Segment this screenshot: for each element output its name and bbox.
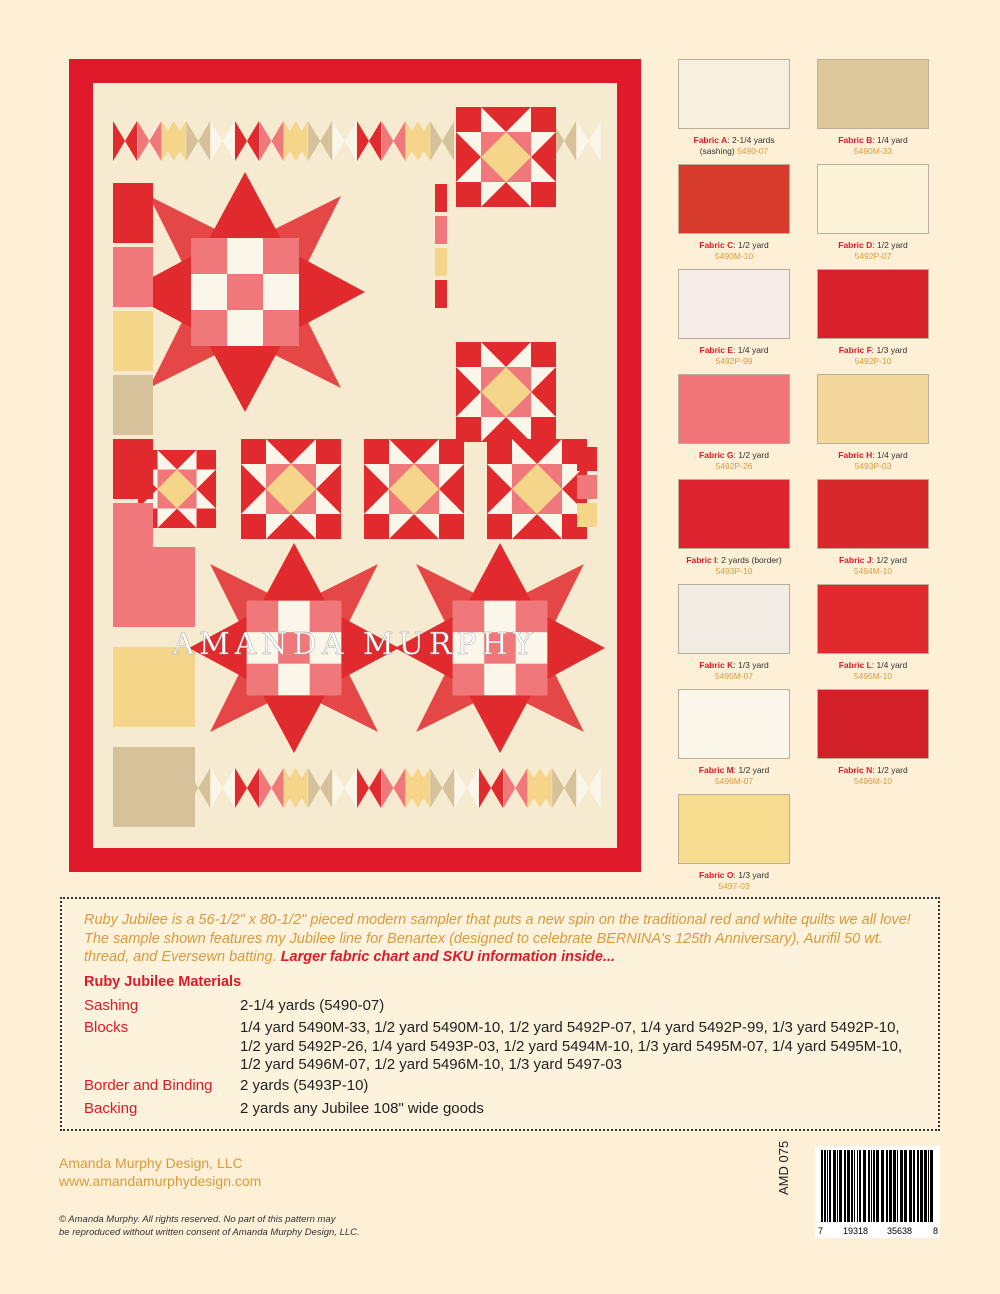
quilt-patch xyxy=(439,439,464,464)
fabric-sku: 5494M-10 xyxy=(853,565,893,576)
barcode-bar xyxy=(917,1150,919,1222)
quilt-patch xyxy=(456,182,481,207)
quilt-patch xyxy=(487,439,512,464)
quilt-patch xyxy=(113,311,153,371)
fabric-swatch xyxy=(678,374,790,444)
fabric-swatch xyxy=(678,584,790,654)
fabric-name: Fabric F xyxy=(838,345,872,355)
barcode-bar xyxy=(837,1150,838,1222)
quilt-patch xyxy=(263,238,299,274)
fabric-swatch xyxy=(817,269,929,339)
fabric-amount: 1/3 yard xyxy=(738,660,769,670)
quilt-patch xyxy=(456,342,481,367)
fabric-swatch xyxy=(678,689,790,759)
fabric-name: Fabric I xyxy=(686,555,717,565)
fabric-swatch xyxy=(678,269,790,339)
quilt-patch xyxy=(316,439,341,464)
quilt-patch xyxy=(439,514,464,539)
quilt-patch xyxy=(278,664,310,696)
product-code: AMD 075 xyxy=(776,1140,791,1195)
quilt-patch xyxy=(227,310,263,346)
fabric-amount: 1/3 yard xyxy=(876,345,908,355)
fabric-label: Fabric F: 1/3 yard 5492P-10 xyxy=(838,345,908,366)
fabric-sku: 5496M-07 xyxy=(714,775,754,786)
fabric-amount: 1/2 yard xyxy=(876,555,908,565)
fabric-amount: 1/2 yard xyxy=(738,240,769,250)
barcode-bar xyxy=(824,1150,826,1222)
barcode-bar xyxy=(881,1150,884,1222)
quilt-patch xyxy=(487,514,512,539)
fabric-name: Fabric K xyxy=(699,660,734,670)
barcode-bar xyxy=(857,1150,858,1222)
fabric-amount: 2 yards (border) xyxy=(721,555,782,565)
fabric-label: Fabric C: 1/2 yard 5490M-10 xyxy=(699,240,769,261)
quilt-patch xyxy=(531,182,556,207)
fabric-label: Fabric E: 1/4 yard 5492P-99 xyxy=(699,345,769,366)
fabric-name: Fabric C xyxy=(699,240,734,250)
quilt-patch xyxy=(197,509,217,529)
fabric-label: Fabric B: 1/4 yard 5490M-33 xyxy=(838,135,908,156)
fabric-amount: 2-1/4 yards xyxy=(731,135,775,145)
fabric-label: Fabric L: 1/4 yard 5495M-10 xyxy=(838,660,908,681)
quilt-patch xyxy=(577,503,597,527)
fabric-sku: 5492P-07 xyxy=(854,250,892,261)
barcode-bar xyxy=(863,1150,866,1222)
quilt-patch xyxy=(577,447,597,471)
barcode-bar xyxy=(897,1150,898,1222)
quilt-patch xyxy=(241,514,266,539)
fabric-sku: 5492P-10 xyxy=(854,355,892,366)
materials-label: Backing xyxy=(84,1100,138,1117)
barcode-digits: 19318 xyxy=(843,1226,869,1236)
fabric-sku: 5490M-33 xyxy=(853,145,893,156)
barcode-bar xyxy=(854,1150,855,1222)
barcode-bar xyxy=(829,1150,831,1222)
barcode-bar xyxy=(920,1150,923,1222)
description xyxy=(84,911,924,967)
quilt-patch xyxy=(263,274,299,310)
quilt-patch xyxy=(113,547,195,627)
quilt-patch xyxy=(456,417,481,442)
fabric-label: Fabric G: 1/2 yard 5492P-26 xyxy=(699,450,769,471)
materials-label: Sashing xyxy=(84,997,139,1014)
fabric-name: Fabric H xyxy=(838,450,873,460)
fabric-label: Fabric D: 1/2 yard 5492P-07 xyxy=(838,240,908,261)
barcode-bar xyxy=(868,1150,870,1222)
fabric-amount: 1/2 yard xyxy=(877,765,908,775)
fabric-swatch xyxy=(817,164,929,234)
barcode-bar xyxy=(859,1150,861,1222)
barcode-bar xyxy=(930,1150,933,1222)
fabric-label: Fabric H: 1/4 yard 5493P-03 xyxy=(838,450,908,471)
fabric-label: Fabric N: 1/2 yard 5496M-10 xyxy=(838,765,908,786)
quilt-patch xyxy=(247,664,279,696)
fabric-name: Fabric D xyxy=(838,240,873,250)
fabric-name: Fabric O xyxy=(699,870,734,880)
fabric-name: Fabric A xyxy=(693,135,728,145)
fabric-swatch xyxy=(817,479,929,549)
barcode-bar xyxy=(827,1150,828,1222)
fabric-label: Fabric M: 1/2 yard 5496M-07 xyxy=(698,765,770,786)
fabric-swatch xyxy=(817,374,929,444)
barcode-bar xyxy=(913,1150,915,1222)
quilt-patch xyxy=(484,664,516,696)
fabric-swatch xyxy=(678,479,790,549)
fabric-amount: 1/4 yard xyxy=(877,450,908,460)
barcode xyxy=(815,1146,940,1238)
quilt-patch xyxy=(197,450,217,470)
company-name: Amanda Murphy Design, LLC xyxy=(59,1155,243,1171)
fabric-name: Fabric G xyxy=(699,450,734,460)
materials-label: Border and Binding xyxy=(84,1077,213,1094)
barcode-bar xyxy=(873,1150,875,1222)
materials-label: Blocks xyxy=(84,1019,129,1036)
materials-value: 2 yards (5493P-10) xyxy=(240,1077,369,1094)
barcode-bar xyxy=(876,1150,879,1222)
barcode-bar xyxy=(844,1150,846,1222)
fabric-name: Fabric B xyxy=(838,135,873,145)
materials-value: 2-1/4 yards (5490-07) xyxy=(240,997,385,1014)
fabric-swatch xyxy=(678,164,790,234)
quilt-patch xyxy=(227,274,263,310)
quilt-patch xyxy=(435,248,447,276)
barcode-bar xyxy=(833,1150,836,1222)
fabric-amount: 1/3 yard xyxy=(738,870,769,880)
fabric-label: Fabric A: 2-1/4 yards (sashing) 5490-07 xyxy=(693,135,775,156)
barcode-bar xyxy=(928,1150,929,1222)
quilt-patch xyxy=(263,310,299,346)
fabric-amount: 1/2 yard xyxy=(877,240,908,250)
quilt-patch xyxy=(435,280,447,308)
fabric-sku: 5490M-10 xyxy=(714,250,754,261)
materials-value: 2 yards any Jubilee 108" wide goods xyxy=(240,1100,484,1117)
fabric-sku: 5493P-03 xyxy=(854,460,892,471)
materials-title: Ruby Jubilee Materials xyxy=(84,974,242,990)
fabric-swatch xyxy=(817,59,929,129)
quilt-patch xyxy=(516,664,548,696)
fabric-amount: 1/4 yard xyxy=(876,660,908,670)
quilt-patch xyxy=(113,375,153,435)
fabric-name: Fabric E xyxy=(699,345,734,355)
quilt-patch xyxy=(241,439,266,464)
barcode-digits: 35638 xyxy=(887,1226,913,1236)
fabric-amount: 1/2 yard xyxy=(738,765,770,775)
fabric-swatch xyxy=(678,794,790,864)
quilt-patch xyxy=(531,417,556,442)
barcode-bar xyxy=(924,1150,927,1222)
barcode-bar xyxy=(847,1150,850,1222)
barcode-digits: 7 xyxy=(818,1226,824,1236)
website-link[interactable]: www.amandamurphydesign.com xyxy=(59,1173,262,1189)
description-text: Ruby Jubilee is a 56-1/2" x 80-1/2" pieced modern sampler that puts a new spin on the traditional red and white quilts we all love! The sample shown features my Jubilee line for Benartex (designed to celebrate BERNINA's 125th Anniversary), Aurifil 50 wt. thread, and Eversewn batting. xyxy=(84,912,911,965)
quilt-patch xyxy=(310,664,342,696)
fabric-name: Fabric L xyxy=(838,660,872,670)
quilt-patch xyxy=(456,107,481,132)
materials-box xyxy=(60,897,940,1131)
barcode-bar xyxy=(909,1150,912,1222)
quilt-patch xyxy=(364,514,389,539)
barcode-bar xyxy=(904,1150,907,1222)
quilt-patch xyxy=(531,107,556,132)
fabric-label: Fabric I: 2 yards (border) 5493P-10 xyxy=(686,555,782,576)
fabric-name: Fabric N xyxy=(838,765,873,775)
fabric-swatch xyxy=(817,584,929,654)
quilt-patch xyxy=(113,747,195,827)
fabric-sku: 5492P-26 xyxy=(715,460,753,471)
fabric-note: (sashing) xyxy=(699,145,735,156)
quilt-patch xyxy=(435,184,447,212)
fabric-swatch xyxy=(678,59,790,129)
fabric-sku: 5493P-10 xyxy=(715,565,753,576)
copyright-line: © Amanda Murphy. All rights reserved. No part of this pattern may xyxy=(59,1214,336,1225)
barcode-bar xyxy=(851,1150,853,1222)
fabric-sku: 5490-07 xyxy=(737,145,769,156)
quilt-patch xyxy=(191,310,227,346)
fabric-amount: 1/2 yard xyxy=(738,450,769,460)
copyright-line: be reproduced without written consent of Amanda Murphy Design, LLC. xyxy=(59,1227,360,1238)
quilt-patch xyxy=(577,475,597,499)
fabric-label: Fabric J: 1/2 yard 5494M-10 xyxy=(838,555,908,576)
quilt-patch xyxy=(453,664,485,696)
fabric-sku: 5495M-10 xyxy=(853,670,893,681)
fabric-sku: 5496M-10 xyxy=(853,775,893,786)
description-highlight: Larger fabric chart and SKU information inside... xyxy=(280,949,616,965)
watermark: AMANDA MURPHY xyxy=(172,627,538,662)
quilt-patch xyxy=(364,439,389,464)
fabric-label: Fabric K: 1/3 yard 5495M-07 xyxy=(699,660,769,681)
quilt-patch xyxy=(316,514,341,539)
quilt-image xyxy=(69,59,641,872)
quilt-patch xyxy=(435,216,447,244)
barcode-bar xyxy=(871,1150,872,1222)
barcode-bar xyxy=(889,1150,892,1222)
fabric-amount: 1/4 yard xyxy=(737,345,769,355)
fabric-label: Fabric O: 1/3 yard 5497-03 xyxy=(699,870,769,891)
fabric-name: Fabric M xyxy=(698,765,734,775)
fabric-swatch xyxy=(817,689,929,759)
quilt-patch xyxy=(113,439,153,499)
fabric-sku: 5495M-07 xyxy=(714,670,754,681)
materials-value: 1/4 yard 5490M-33, 1/2 yard 5490M-10, 1/2 yard 5492P-07, 1/4 yard 5492P-99, 1/3 yard 5492P-10, 1/2 yard 5492P-26, 1/4 yard 5493P-03, 1/2 yard 5494M-10, 1/3 yard 5495M-07, 1/4 yard 5495M-10, 1/2 yard 5496M-07, 1/2 yard 5496M-10, 1/3 yard 5497-03 xyxy=(240,1019,903,1073)
fabric-name: Fabric J xyxy=(838,555,872,565)
barcode-digits: 8 xyxy=(933,1226,939,1236)
barcode-bar xyxy=(886,1150,888,1222)
barcode-bar xyxy=(821,1150,823,1222)
fabric-sku: 5492P-99 xyxy=(715,355,753,366)
barcode-bar xyxy=(893,1150,896,1222)
barcode-bar xyxy=(839,1150,842,1222)
quilt-patch xyxy=(113,247,153,307)
quilt-patch xyxy=(191,238,227,274)
fabric-sku: 5497-03 xyxy=(718,880,750,891)
barcode-bar xyxy=(900,1150,903,1222)
copyright xyxy=(59,1213,360,1239)
quilt-patch xyxy=(227,238,263,274)
quilt-patch xyxy=(531,342,556,367)
quilt-patch xyxy=(191,274,227,310)
fabric-amount: 1/4 yard xyxy=(877,135,908,145)
quilt-patch xyxy=(113,183,153,243)
